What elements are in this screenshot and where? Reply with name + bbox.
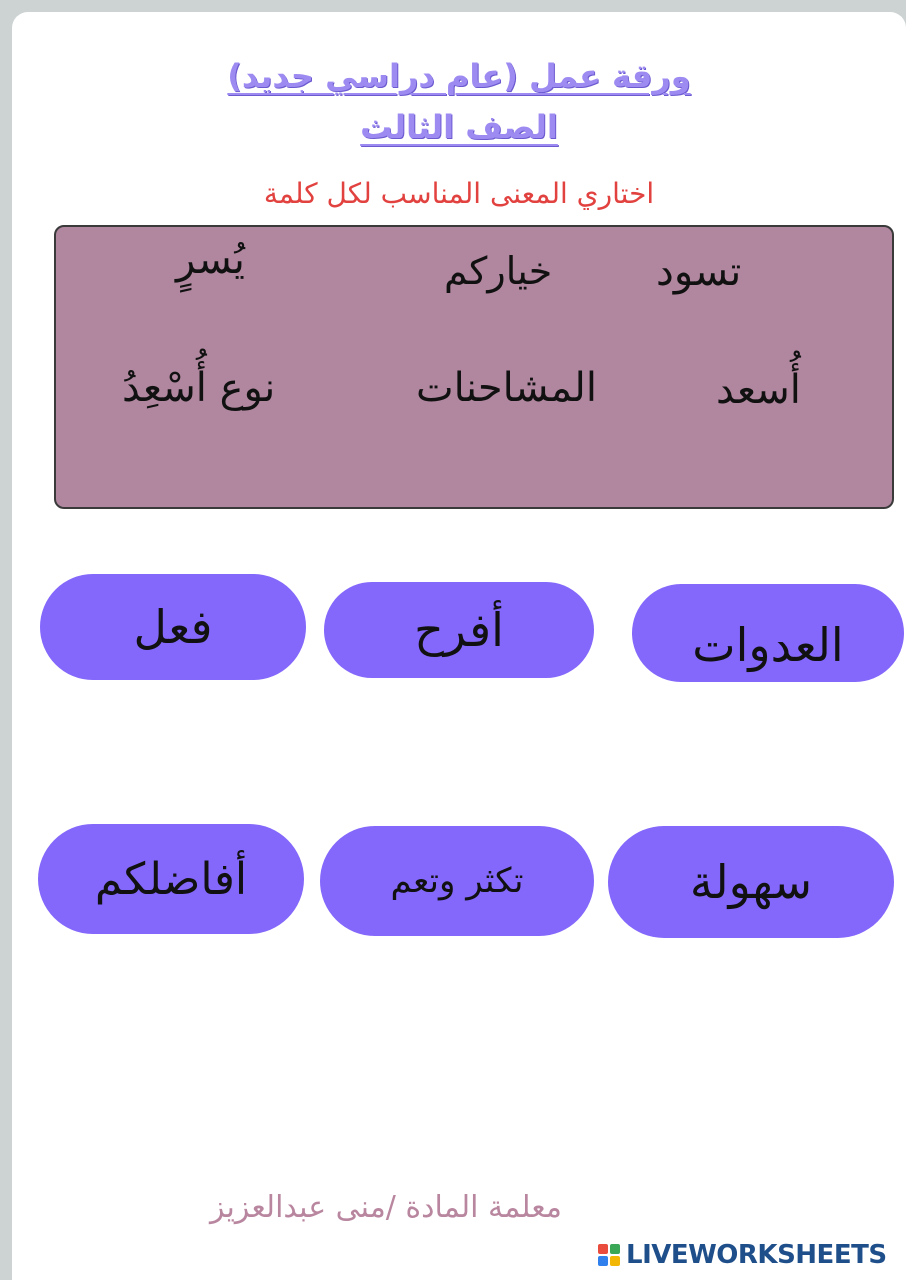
meaning-item: المشاحنات xyxy=(416,365,597,411)
meaning-item: خياركم xyxy=(444,249,553,293)
word-label: تكثر وتعم xyxy=(390,861,524,901)
liveworksheets-logo xyxy=(598,1240,887,1270)
worksheet-page xyxy=(12,12,906,1280)
word-label: فعل xyxy=(133,600,213,654)
word-pill[interactable] xyxy=(40,574,306,680)
teacher-signature: معلمة المادة /منى عبدالعزيز xyxy=(210,1190,562,1225)
word-label: أفاضلكم xyxy=(94,853,248,905)
word-pill[interactable] xyxy=(320,826,594,936)
meaning-item: أُسعد xyxy=(716,367,801,413)
meaning-item: يُسرٍ xyxy=(176,237,245,283)
meaning-item: تسود xyxy=(656,249,742,295)
meaning-item: نوع أُسْعِدُ xyxy=(122,365,276,411)
word-pill[interactable] xyxy=(38,824,304,934)
word-pill[interactable] xyxy=(608,826,894,938)
brand-name: LIVEWORKSHEETS xyxy=(626,1240,887,1270)
meanings-box xyxy=(54,225,894,509)
liveworksheets-icon xyxy=(598,1244,620,1266)
worksheet-title: ورقة عمل (عام دراسي جديد) xyxy=(227,57,691,95)
word-label: العدوات xyxy=(692,618,844,672)
instruction-text: اختاري المعنى المناسب لكل كلمة xyxy=(263,177,655,210)
word-pill[interactable] xyxy=(632,584,904,682)
word-label: سهولة xyxy=(689,855,813,909)
grade-title: الصف الثالث xyxy=(360,108,558,146)
word-label: أفرح xyxy=(414,603,504,657)
word-pill[interactable] xyxy=(324,582,594,678)
